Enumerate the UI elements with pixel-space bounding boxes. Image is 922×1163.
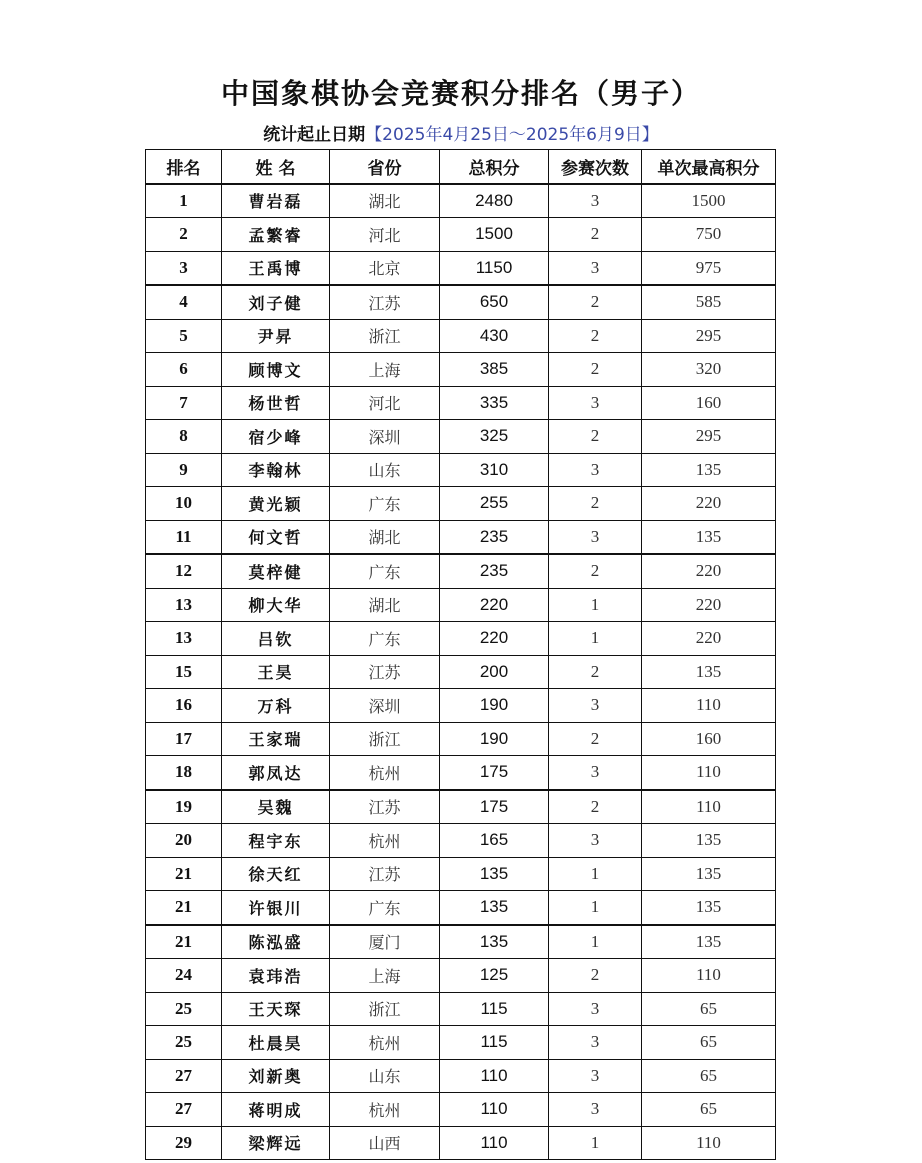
province-cell: 杭州 xyxy=(330,1026,440,1060)
rank-cell: 27 xyxy=(146,1059,222,1093)
total-cell: 1150 xyxy=(440,251,549,285)
table-row xyxy=(146,655,776,689)
table-row xyxy=(146,925,776,959)
rank-cell: 7 xyxy=(146,386,222,420)
count-cell: 3 xyxy=(549,1059,642,1093)
province-cell: 北京 xyxy=(330,251,440,285)
name-cell: 尹昇 xyxy=(222,319,330,353)
max-cell: 135 xyxy=(642,891,776,925)
table-row xyxy=(146,218,776,252)
count-cell: 2 xyxy=(549,554,642,588)
province-cell: 湖北 xyxy=(330,184,440,218)
count-cell: 1 xyxy=(549,925,642,959)
col-header-max: 单次最高积分 xyxy=(642,150,776,184)
rank-cell: 21 xyxy=(146,891,222,925)
rank-cell: 9 xyxy=(146,453,222,487)
count-cell: 2 xyxy=(549,722,642,756)
date-range-label: 统计起止日期 xyxy=(263,125,366,145)
max-cell: 110 xyxy=(642,959,776,993)
total-cell: 135 xyxy=(440,857,549,891)
name-cell: 王家瑞 xyxy=(222,722,330,756)
table-row xyxy=(146,353,776,387)
name-cell: 黄光颖 xyxy=(222,487,330,521)
total-cell: 385 xyxy=(440,353,549,387)
max-cell: 110 xyxy=(642,689,776,723)
name-cell: 杨世哲 xyxy=(222,386,330,420)
total-cell: 220 xyxy=(440,622,549,656)
col-header-name: 姓 名 xyxy=(222,150,330,184)
max-cell: 220 xyxy=(642,487,776,521)
table-row xyxy=(146,386,776,420)
total-cell: 220 xyxy=(440,588,549,622)
name-cell: 孟繁睿 xyxy=(222,218,330,252)
count-cell: 1 xyxy=(549,1126,642,1160)
total-cell: 115 xyxy=(440,992,549,1026)
max-cell: 65 xyxy=(642,1093,776,1127)
table-body xyxy=(146,184,776,1160)
rank-cell: 25 xyxy=(146,1026,222,1060)
max-cell: 110 xyxy=(642,1126,776,1160)
province-cell: 杭州 xyxy=(330,756,440,790)
province-cell: 江苏 xyxy=(330,285,440,319)
count-cell: 3 xyxy=(549,184,642,218)
rank-cell: 13 xyxy=(146,588,222,622)
table-row xyxy=(146,756,776,790)
rank-cell: 18 xyxy=(146,756,222,790)
total-cell: 135 xyxy=(440,891,549,925)
max-cell: 65 xyxy=(642,1026,776,1060)
max-cell: 975 xyxy=(642,251,776,285)
province-cell: 广东 xyxy=(330,487,440,521)
count-cell: 1 xyxy=(549,891,642,925)
table-row xyxy=(146,420,776,454)
max-cell: 1500 xyxy=(642,184,776,218)
rank-cell: 3 xyxy=(146,251,222,285)
table-row xyxy=(146,285,776,319)
rank-cell: 4 xyxy=(146,285,222,319)
province-cell: 江苏 xyxy=(330,655,440,689)
count-cell: 2 xyxy=(549,285,642,319)
total-cell: 255 xyxy=(440,487,549,521)
max-cell: 585 xyxy=(642,285,776,319)
province-cell: 广东 xyxy=(330,554,440,588)
table-row xyxy=(146,622,776,656)
table-row xyxy=(146,453,776,487)
count-cell: 3 xyxy=(549,1093,642,1127)
count-cell: 1 xyxy=(549,622,642,656)
rank-cell: 11 xyxy=(146,520,222,554)
max-cell: 135 xyxy=(642,520,776,554)
total-cell: 325 xyxy=(440,420,549,454)
count-cell: 2 xyxy=(549,218,642,252)
rank-cell: 20 xyxy=(146,824,222,858)
name-cell: 柳大华 xyxy=(222,588,330,622)
total-cell: 165 xyxy=(440,824,549,858)
rank-cell: 6 xyxy=(146,353,222,387)
count-cell: 3 xyxy=(549,992,642,1026)
max-cell: 160 xyxy=(642,722,776,756)
max-cell: 160 xyxy=(642,386,776,420)
name-cell: 吴魏 xyxy=(222,790,330,824)
total-cell: 110 xyxy=(440,1093,549,1127)
max-cell: 320 xyxy=(642,353,776,387)
table-row xyxy=(146,790,776,824)
total-cell: 2480 xyxy=(440,184,549,218)
rank-cell: 1 xyxy=(146,184,222,218)
total-cell: 430 xyxy=(440,319,549,353)
province-cell: 江苏 xyxy=(330,857,440,891)
total-cell: 190 xyxy=(440,722,549,756)
total-cell: 135 xyxy=(440,925,549,959)
count-cell: 3 xyxy=(549,251,642,285)
page-title: 中国象棋协会竞赛积分排名（男子） xyxy=(220,77,701,110)
rank-cell: 13 xyxy=(146,622,222,656)
total-cell: 310 xyxy=(440,453,549,487)
max-cell: 295 xyxy=(642,420,776,454)
province-cell: 上海 xyxy=(330,959,440,993)
max-cell: 135 xyxy=(642,655,776,689)
province-cell: 杭州 xyxy=(330,824,440,858)
count-cell: 3 xyxy=(549,453,642,487)
rank-cell: 21 xyxy=(146,925,222,959)
name-cell: 莫梓健 xyxy=(222,554,330,588)
count-cell: 2 xyxy=(549,353,642,387)
max-cell: 65 xyxy=(642,1059,776,1093)
province-cell: 厦门 xyxy=(330,925,440,959)
table-row xyxy=(146,1093,776,1127)
name-cell: 陈泓盛 xyxy=(222,925,330,959)
province-cell: 上海 xyxy=(330,353,440,387)
count-cell: 3 xyxy=(549,689,642,723)
col-header-rank: 排名 xyxy=(146,150,222,184)
count-cell: 2 xyxy=(549,487,642,521)
name-cell: 蒋明成 xyxy=(222,1093,330,1127)
name-cell: 李翰林 xyxy=(222,453,330,487)
province-cell: 浙江 xyxy=(330,319,440,353)
total-cell: 175 xyxy=(440,756,549,790)
rank-cell: 10 xyxy=(146,487,222,521)
max-cell: 220 xyxy=(642,554,776,588)
rank-cell: 2 xyxy=(146,218,222,252)
col-header-total: 总积分 xyxy=(440,150,549,184)
province-cell: 浙江 xyxy=(330,722,440,756)
total-cell: 650 xyxy=(440,285,549,319)
province-cell: 浙江 xyxy=(330,992,440,1026)
name-cell: 王天琛 xyxy=(222,992,330,1026)
province-cell: 深圳 xyxy=(330,689,440,723)
table-row xyxy=(146,1026,776,1060)
name-cell: 刘子健 xyxy=(222,285,330,319)
province-cell: 深圳 xyxy=(330,420,440,454)
province-cell: 山东 xyxy=(330,1059,440,1093)
name-cell: 许银川 xyxy=(222,891,330,925)
rank-cell: 5 xyxy=(146,319,222,353)
max-cell: 295 xyxy=(642,319,776,353)
date-range-value: 【2025年4月25日～2025年6月9日】 xyxy=(365,125,659,145)
total-cell: 1500 xyxy=(440,218,549,252)
total-cell: 235 xyxy=(440,554,549,588)
max-cell: 220 xyxy=(642,588,776,622)
max-cell: 135 xyxy=(642,824,776,858)
rank-cell: 19 xyxy=(146,790,222,824)
count-cell: 2 xyxy=(549,655,642,689)
count-cell: 3 xyxy=(549,1026,642,1060)
max-cell: 110 xyxy=(642,756,776,790)
table-row xyxy=(146,992,776,1026)
total-cell: 200 xyxy=(440,655,549,689)
rank-cell: 8 xyxy=(146,420,222,454)
province-cell: 河北 xyxy=(330,386,440,420)
total-cell: 235 xyxy=(440,520,549,554)
count-cell: 1 xyxy=(549,857,642,891)
province-cell: 广东 xyxy=(330,622,440,656)
name-cell: 宿少峰 xyxy=(222,420,330,454)
province-cell: 山东 xyxy=(330,453,440,487)
province-cell: 湖北 xyxy=(330,588,440,622)
province-cell: 江苏 xyxy=(330,790,440,824)
rank-cell: 27 xyxy=(146,1093,222,1127)
province-cell: 杭州 xyxy=(330,1093,440,1127)
rank-cell: 21 xyxy=(146,857,222,891)
name-cell: 刘新奥 xyxy=(222,1059,330,1093)
name-cell: 何文哲 xyxy=(222,520,330,554)
col-header-province: 省份 xyxy=(330,150,440,184)
rank-cell: 24 xyxy=(146,959,222,993)
count-cell: 1 xyxy=(549,588,642,622)
name-cell: 袁玮浩 xyxy=(222,959,330,993)
province-cell: 湖北 xyxy=(330,520,440,554)
province-cell: 广东 xyxy=(330,891,440,925)
table-row xyxy=(146,959,776,993)
count-cell: 3 xyxy=(549,756,642,790)
count-cell: 2 xyxy=(549,319,642,353)
table-row xyxy=(146,520,776,554)
total-cell: 335 xyxy=(440,386,549,420)
rank-cell: 12 xyxy=(146,554,222,588)
name-cell: 万科 xyxy=(222,689,330,723)
total-cell: 110 xyxy=(440,1126,549,1160)
table-row xyxy=(146,184,776,218)
table-row xyxy=(146,722,776,756)
table-row xyxy=(146,251,776,285)
rank-cell: 17 xyxy=(146,722,222,756)
count-cell: 2 xyxy=(549,790,642,824)
name-cell: 郭凤达 xyxy=(222,756,330,790)
rank-cell: 15 xyxy=(146,655,222,689)
count-cell: 3 xyxy=(549,386,642,420)
table-row xyxy=(146,1126,776,1160)
date-range xyxy=(0,120,922,145)
max-cell: 135 xyxy=(642,453,776,487)
table-row xyxy=(146,1059,776,1093)
total-cell: 175 xyxy=(440,790,549,824)
max-cell: 750 xyxy=(642,218,776,252)
max-cell: 220 xyxy=(642,622,776,656)
total-cell: 190 xyxy=(440,689,549,723)
name-cell: 王禹博 xyxy=(222,251,330,285)
rank-cell: 29 xyxy=(146,1126,222,1160)
province-cell: 河北 xyxy=(330,218,440,252)
count-cell: 3 xyxy=(549,824,642,858)
ranking-table xyxy=(145,149,776,1160)
name-cell: 杜晨昊 xyxy=(222,1026,330,1060)
count-cell: 2 xyxy=(549,420,642,454)
table-row xyxy=(146,588,776,622)
name-cell: 王昊 xyxy=(222,655,330,689)
table-row xyxy=(146,824,776,858)
count-cell: 3 xyxy=(549,520,642,554)
total-cell: 110 xyxy=(440,1059,549,1093)
max-cell: 110 xyxy=(642,790,776,824)
name-cell: 顾博文 xyxy=(222,353,330,387)
table-row xyxy=(146,689,776,723)
table-header-row xyxy=(146,150,776,184)
province-cell: 山西 xyxy=(330,1126,440,1160)
col-header-count: 参赛次数 xyxy=(549,150,642,184)
table-row xyxy=(146,891,776,925)
name-cell: 徐天红 xyxy=(222,857,330,891)
table-row xyxy=(146,487,776,521)
total-cell: 125 xyxy=(440,959,549,993)
rank-cell: 25 xyxy=(146,992,222,1026)
name-cell: 吕钦 xyxy=(222,622,330,656)
rank-cell: 16 xyxy=(146,689,222,723)
count-cell: 2 xyxy=(549,959,642,993)
total-cell: 115 xyxy=(440,1026,549,1060)
name-cell: 程宇东 xyxy=(222,824,330,858)
table-row xyxy=(146,554,776,588)
name-cell: 曹岩磊 xyxy=(222,184,330,218)
name-cell: 梁辉远 xyxy=(222,1126,330,1160)
table-row xyxy=(146,319,776,353)
max-cell: 135 xyxy=(642,857,776,891)
max-cell: 135 xyxy=(642,925,776,959)
table-row xyxy=(146,857,776,891)
max-cell: 65 xyxy=(642,992,776,1026)
